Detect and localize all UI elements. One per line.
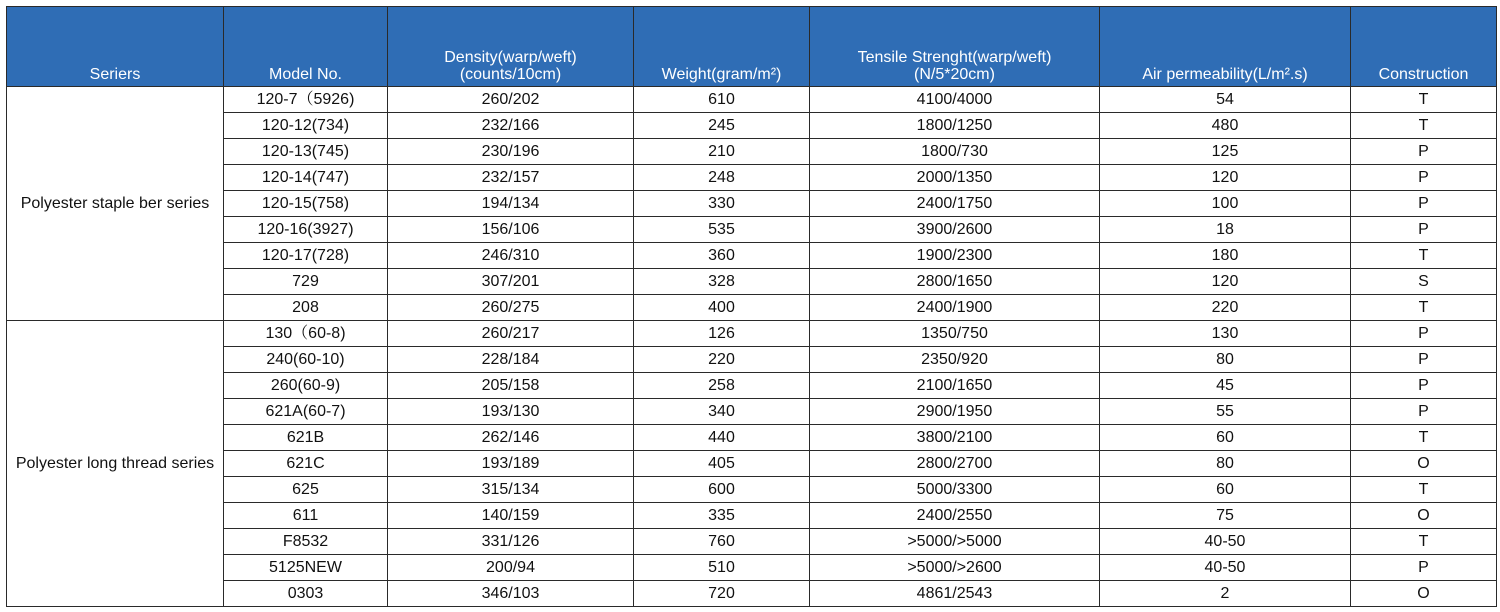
header-density-line1: Density(warp/weft)	[444, 49, 577, 66]
air-permeability-cell: 54	[1100, 87, 1351, 113]
air-permeability-cell: 480	[1100, 113, 1351, 139]
tensile-cell: 1350/750	[810, 321, 1100, 347]
table-row	[7, 451, 1497, 477]
tensile-cell: 4861/2543	[810, 581, 1100, 607]
header-construction: Construction	[1351, 7, 1497, 87]
table-row	[7, 321, 1497, 347]
product-spec-table	[6, 6, 1497, 607]
construction-cell: O	[1351, 451, 1497, 477]
weight-cell: 610	[634, 87, 810, 113]
density-cell: 262/146	[388, 425, 634, 451]
construction-cell: P	[1351, 321, 1497, 347]
model-cell: 120-15(758)	[224, 191, 388, 217]
weight-cell: 335	[634, 503, 810, 529]
tensile-cell: 2000/1350	[810, 165, 1100, 191]
series-cell: Polyester long thread series	[7, 321, 224, 607]
table-row	[7, 139, 1497, 165]
table-body	[7, 87, 1497, 607]
density-cell: 193/130	[388, 399, 634, 425]
construction-cell: P	[1351, 139, 1497, 165]
table-row	[7, 399, 1497, 425]
air-permeability-cell: 80	[1100, 451, 1351, 477]
weight-cell: 330	[634, 191, 810, 217]
model-cell: 120-7（5926)	[224, 87, 388, 113]
table-row	[7, 243, 1497, 269]
tensile-cell: 2400/1900	[810, 295, 1100, 321]
air-permeability-cell: 75	[1100, 503, 1351, 529]
weight-cell: 340	[634, 399, 810, 425]
model-cell: 130（60-8)	[224, 321, 388, 347]
density-cell: 156/106	[388, 217, 634, 243]
header-tensile-line1: Tensile Strenght(warp/weft)	[857, 49, 1052, 66]
model-cell: 611	[224, 503, 388, 529]
weight-cell: 600	[634, 477, 810, 503]
tensile-cell: 2900/1950	[810, 399, 1100, 425]
table-row	[7, 113, 1497, 139]
model-cell: 240(60-10)	[224, 347, 388, 373]
air-permeability-cell: 80	[1100, 347, 1351, 373]
construction-cell: T	[1351, 477, 1497, 503]
density-cell: 315/134	[388, 477, 634, 503]
density-cell: 194/134	[388, 191, 634, 217]
construction-cell: T	[1351, 295, 1497, 321]
density-cell: 140/159	[388, 503, 634, 529]
density-cell: 246/310	[388, 243, 634, 269]
model-cell: 729	[224, 269, 388, 295]
header-tensile-line2: (N/5*20cm)	[914, 66, 995, 83]
density-cell: 230/196	[388, 139, 634, 165]
model-cell: 621B	[224, 425, 388, 451]
construction-cell: P	[1351, 373, 1497, 399]
table-row	[7, 555, 1497, 581]
tensile-cell: 2100/1650	[810, 373, 1100, 399]
air-permeability-cell: 18	[1100, 217, 1351, 243]
weight-cell: 440	[634, 425, 810, 451]
density-cell: 200/94	[388, 555, 634, 581]
air-permeability-cell: 100	[1100, 191, 1351, 217]
construction-cell: P	[1351, 165, 1497, 191]
tensile-cell: >5000/>5000	[810, 529, 1100, 555]
tensile-cell: 3900/2600	[810, 217, 1100, 243]
construction-cell: T	[1351, 113, 1497, 139]
model-cell: 120-12(734)	[224, 113, 388, 139]
construction-cell: P	[1351, 217, 1497, 243]
construction-cell: T	[1351, 529, 1497, 555]
table-row	[7, 347, 1497, 373]
density-cell: 260/202	[388, 87, 634, 113]
model-cell: 621A(60-7)	[224, 399, 388, 425]
air-permeability-cell: 40-50	[1100, 529, 1351, 555]
table-row	[7, 477, 1497, 503]
header-density-line2: (counts/10cm)	[459, 66, 562, 83]
air-permeability-cell: 120	[1100, 269, 1351, 295]
construction-cell: T	[1351, 87, 1497, 113]
header-row	[7, 7, 1497, 87]
model-cell: 260(60-9)	[224, 373, 388, 399]
air-permeability-cell: 55	[1100, 399, 1351, 425]
table-row	[7, 269, 1497, 295]
air-permeability-cell: 45	[1100, 373, 1351, 399]
tensile-cell: 2800/2700	[810, 451, 1100, 477]
air-permeability-cell: 2	[1100, 581, 1351, 607]
header-air-permeability: Air permeability(L/m².s)	[1100, 7, 1351, 87]
model-cell: 0303	[224, 581, 388, 607]
construction-cell: O	[1351, 503, 1497, 529]
density-cell: 232/166	[388, 113, 634, 139]
header-density	[388, 7, 634, 87]
table-row	[7, 217, 1497, 243]
construction-cell: P	[1351, 347, 1497, 373]
weight-cell: 126	[634, 321, 810, 347]
model-cell: 120-17(728)	[224, 243, 388, 269]
weight-cell: 405	[634, 451, 810, 477]
construction-cell: S	[1351, 269, 1497, 295]
tensile-cell: 5000/3300	[810, 477, 1100, 503]
air-permeability-cell: 120	[1100, 165, 1351, 191]
table-row	[7, 373, 1497, 399]
density-cell: 331/126	[388, 529, 634, 555]
model-cell: 120-16(3927)	[224, 217, 388, 243]
weight-cell: 400	[634, 295, 810, 321]
construction-cell: O	[1351, 581, 1497, 607]
density-cell: 232/157	[388, 165, 634, 191]
tensile-cell: 2800/1650	[810, 269, 1100, 295]
air-permeability-cell: 125	[1100, 139, 1351, 165]
weight-cell: 328	[634, 269, 810, 295]
weight-cell: 360	[634, 243, 810, 269]
table-row	[7, 191, 1497, 217]
density-cell: 307/201	[388, 269, 634, 295]
weight-cell: 720	[634, 581, 810, 607]
model-cell: F8532	[224, 529, 388, 555]
tensile-cell: 1900/2300	[810, 243, 1100, 269]
weight-cell: 248	[634, 165, 810, 191]
air-permeability-cell: 220	[1100, 295, 1351, 321]
table-row	[7, 425, 1497, 451]
table-row	[7, 87, 1497, 113]
tensile-cell: 2350/920	[810, 347, 1100, 373]
model-cell: 621C	[224, 451, 388, 477]
header-series: Seriers	[7, 7, 224, 87]
tensile-cell: 3800/2100	[810, 425, 1100, 451]
density-cell: 260/217	[388, 321, 634, 347]
air-permeability-cell: 60	[1100, 425, 1351, 451]
tensile-cell: 2400/2550	[810, 503, 1100, 529]
tensile-cell: 4100/4000	[810, 87, 1100, 113]
density-cell: 205/158	[388, 373, 634, 399]
weight-cell: 510	[634, 555, 810, 581]
air-permeability-cell: 180	[1100, 243, 1351, 269]
header-weight: Weight(gram/m²)	[634, 7, 810, 87]
model-cell: 120-13(745)	[224, 139, 388, 165]
air-permeability-cell: 60	[1100, 477, 1351, 503]
air-permeability-cell: 130	[1100, 321, 1351, 347]
density-cell: 228/184	[388, 347, 634, 373]
tensile-cell: 2400/1750	[810, 191, 1100, 217]
construction-cell: P	[1351, 191, 1497, 217]
weight-cell: 210	[634, 139, 810, 165]
weight-cell: 535	[634, 217, 810, 243]
header-tensile	[810, 7, 1100, 87]
table-row	[7, 581, 1497, 607]
density-cell: 260/275	[388, 295, 634, 321]
weight-cell: 220	[634, 347, 810, 373]
air-permeability-cell: 40-50	[1100, 555, 1351, 581]
table-row	[7, 295, 1497, 321]
model-cell: 625	[224, 477, 388, 503]
construction-cell: T	[1351, 243, 1497, 269]
model-cell: 5125NEW	[224, 555, 388, 581]
construction-cell: P	[1351, 399, 1497, 425]
tensile-cell: 1800/1250	[810, 113, 1100, 139]
tensile-cell: 1800/730	[810, 139, 1100, 165]
header-model: Model No.	[224, 7, 388, 87]
model-cell: 208	[224, 295, 388, 321]
model-cell: 120-14(747)	[224, 165, 388, 191]
table-row	[7, 503, 1497, 529]
tensile-cell: >5000/>2600	[810, 555, 1100, 581]
density-cell: 346/103	[388, 581, 634, 607]
weight-cell: 760	[634, 529, 810, 555]
construction-cell: P	[1351, 555, 1497, 581]
density-cell: 193/189	[388, 451, 634, 477]
table-row	[7, 165, 1497, 191]
weight-cell: 258	[634, 373, 810, 399]
table-row	[7, 529, 1497, 555]
weight-cell: 245	[634, 113, 810, 139]
series-cell: Polyester staple ber series	[7, 87, 224, 321]
construction-cell: T	[1351, 425, 1497, 451]
